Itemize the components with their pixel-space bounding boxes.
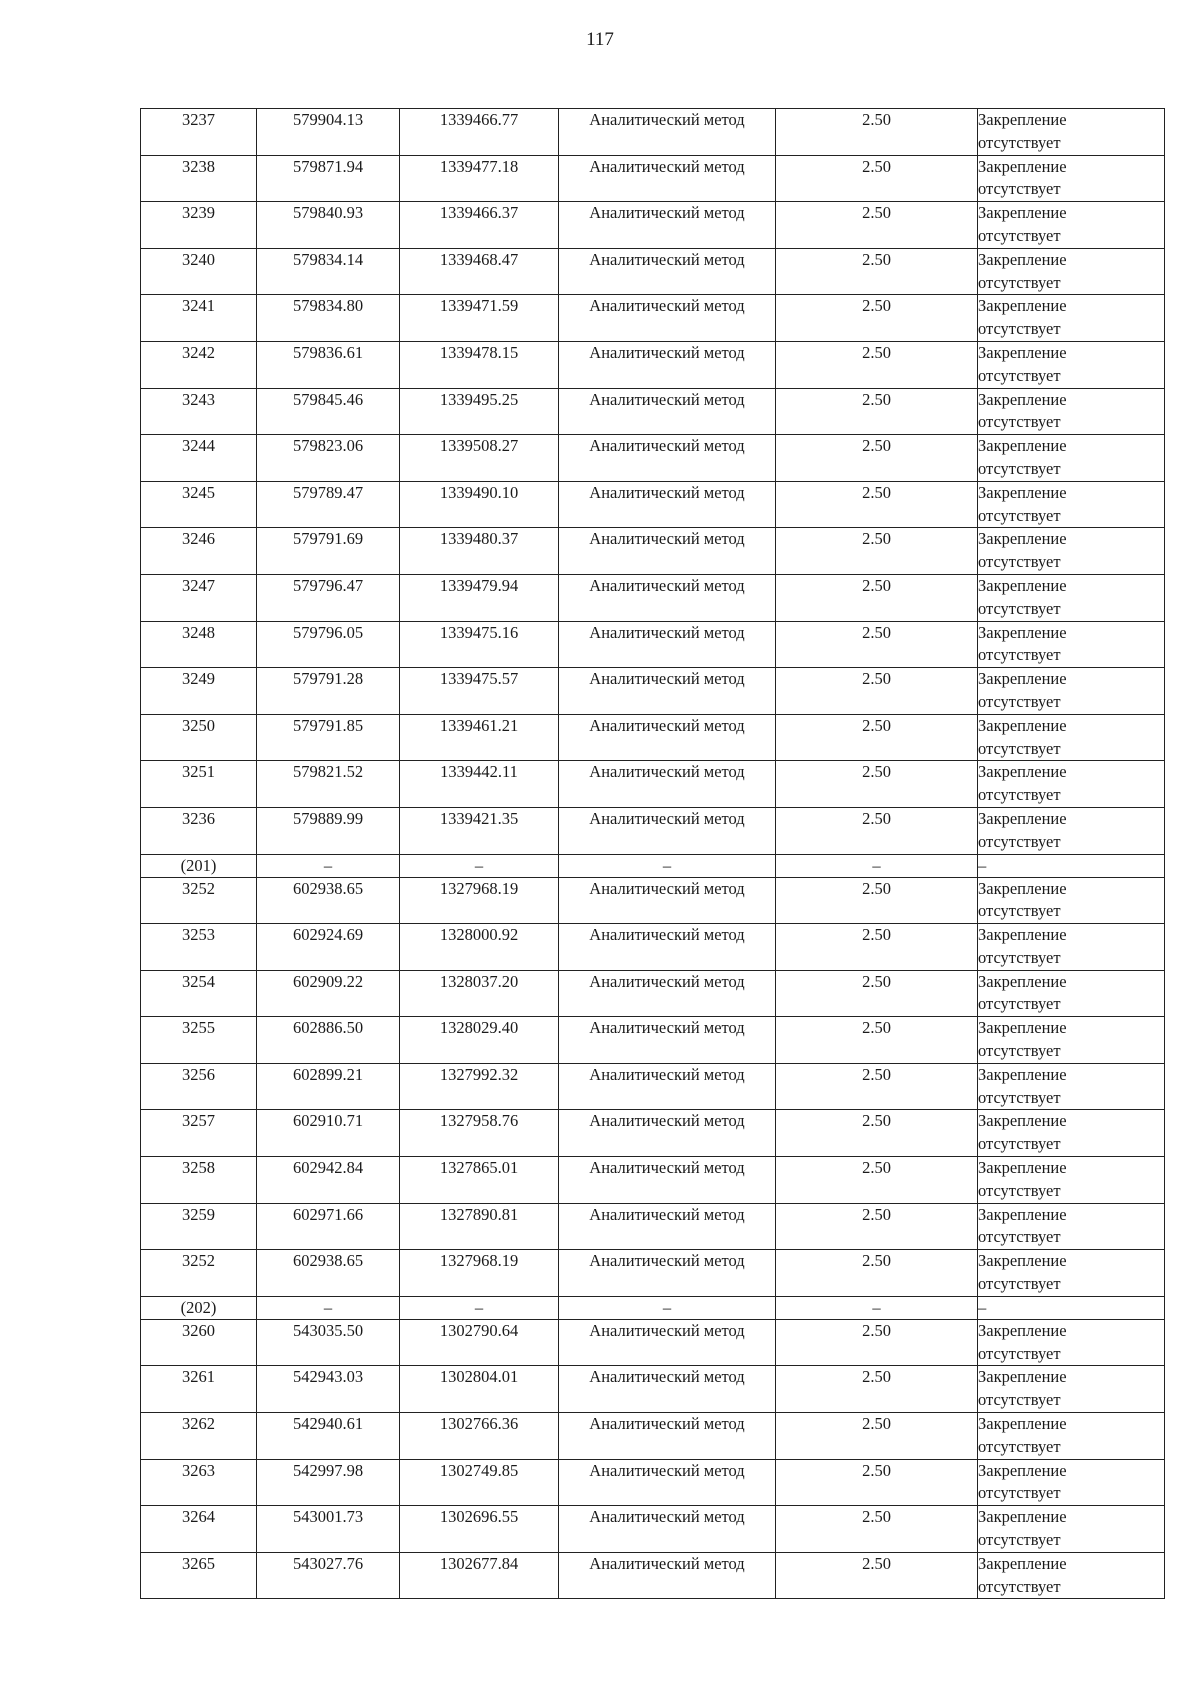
point-number-cell: 3245: [141, 481, 257, 528]
fixing-cell: [978, 435, 1165, 482]
accuracy-cell: 2.50: [776, 668, 978, 715]
fixing-line: отсутствует: [978, 1343, 1061, 1363]
point-number-cell: (202): [141, 1296, 257, 1319]
method-cell: Аналитический метод: [559, 807, 776, 854]
point-number-cell: 3251: [141, 761, 257, 808]
table-row: [141, 1552, 1165, 1599]
method-cell: Аналитический метод: [559, 970, 776, 1017]
coordinates-table: [140, 108, 1165, 1599]
fixing-cell: [978, 1296, 1165, 1319]
x-coordinate-cell: 579796.05: [257, 621, 400, 668]
fixing-cell: [978, 1157, 1165, 1204]
fixing-line: Закрепление: [978, 1251, 1067, 1271]
table-row: [141, 1506, 1165, 1553]
fixing-line: Закрепление: [978, 878, 1067, 898]
accuracy-cell: 2.50: [776, 155, 978, 202]
method-cell: Аналитический метод: [559, 574, 776, 621]
method-cell: Аналитический метод: [559, 435, 776, 482]
accuracy-cell: –: [776, 1296, 978, 1319]
fixing-line: отсутствует: [978, 225, 1061, 245]
y-coordinate-cell: 1339471.59: [400, 295, 559, 342]
fixing-line: Закрепление: [978, 669, 1067, 689]
y-coordinate-cell: 1339475.57: [400, 668, 559, 715]
table-row: [141, 761, 1165, 808]
method-cell: Аналитический метод: [559, 621, 776, 668]
method-cell: –: [559, 1296, 776, 1319]
fixing-cell: [978, 877, 1165, 924]
point-number-cell: 3241: [141, 295, 257, 342]
table-row: [141, 481, 1165, 528]
fixing-line: Закрепление: [978, 1367, 1067, 1387]
method-cell: Аналитический метод: [559, 1063, 776, 1110]
method-cell: Аналитический метод: [559, 877, 776, 924]
fixing-cell: [978, 155, 1165, 202]
x-coordinate-cell: 579791.69: [257, 528, 400, 575]
method-cell: Аналитический метод: [559, 202, 776, 249]
x-coordinate-cell: 543035.50: [257, 1319, 400, 1366]
y-coordinate-cell: 1327890.81: [400, 1203, 559, 1250]
x-coordinate-cell: 602909.22: [257, 970, 400, 1017]
method-cell: Аналитический метод: [559, 1110, 776, 1157]
fixing-line: отсутствует: [978, 319, 1061, 339]
method-cell: Аналитический метод: [559, 1157, 776, 1204]
y-coordinate-cell: 1339490.10: [400, 481, 559, 528]
fixing-line: отсутствует: [978, 1436, 1061, 1456]
fixing-line: отсутствует: [978, 1483, 1061, 1503]
table-row: [141, 1157, 1165, 1204]
y-coordinate-cell: 1302696.55: [400, 1506, 559, 1553]
x-coordinate-cell: 543027.76: [257, 1552, 400, 1599]
fixing-line: Закрепление: [978, 389, 1067, 409]
method-cell: Аналитический метод: [559, 1366, 776, 1413]
fixing-cell: [978, 1319, 1165, 1366]
table-row: [141, 924, 1165, 971]
accuracy-cell: –: [776, 854, 978, 877]
fixing-line: отсутствует: [978, 1530, 1061, 1550]
y-coordinate-cell: 1327968.19: [400, 1250, 559, 1297]
fixing-line: Закрепление: [978, 575, 1067, 595]
fixing-cell: [978, 854, 1165, 877]
x-coordinate-cell: 602899.21: [257, 1063, 400, 1110]
fixing-line: Закрепление: [978, 808, 1067, 828]
fixing-line: Закрепление: [978, 529, 1067, 549]
accuracy-cell: 2.50: [776, 1506, 978, 1553]
table-row: [141, 109, 1165, 156]
fixing-line: отсутствует: [978, 179, 1061, 199]
method-cell: Аналитический метод: [559, 528, 776, 575]
x-coordinate-cell: 579791.28: [257, 668, 400, 715]
table-row: [141, 807, 1165, 854]
table-row: [141, 295, 1165, 342]
x-coordinate-cell: 579834.80: [257, 295, 400, 342]
accuracy-cell: 2.50: [776, 1459, 978, 1506]
fixing-cell: [978, 1017, 1165, 1064]
x-coordinate-cell: 602886.50: [257, 1017, 400, 1064]
table-row: [141, 970, 1165, 1017]
fixing-line: Закрепление: [978, 203, 1067, 223]
fixing-line: отсутствует: [978, 738, 1061, 758]
method-cell: Аналитический метод: [559, 248, 776, 295]
fixing-line: Закрепление: [978, 622, 1067, 642]
fixing-line: отсутствует: [978, 1134, 1061, 1154]
point-number-cell: 3243: [141, 388, 257, 435]
point-number-cell: 3252: [141, 1250, 257, 1297]
method-cell: Аналитический метод: [559, 714, 776, 761]
coordinates-table-body: [141, 109, 1165, 1599]
y-coordinate-cell: 1302749.85: [400, 1459, 559, 1506]
method-cell: Аналитический метод: [559, 1250, 776, 1297]
accuracy-cell: 2.50: [776, 970, 978, 1017]
fixing-cell: [978, 528, 1165, 575]
fixing-cell: [978, 1552, 1165, 1599]
method-cell: Аналитический метод: [559, 1413, 776, 1460]
fixing-cell: [978, 714, 1165, 761]
point-number-cell: 3237: [141, 109, 257, 156]
y-coordinate-cell: 1339478.15: [400, 341, 559, 388]
point-number-cell: 3236: [141, 807, 257, 854]
fixing-line: отсутствует: [978, 1180, 1061, 1200]
fixing-cell: [978, 924, 1165, 971]
fixing-line: Закрепление: [978, 1204, 1067, 1224]
y-coordinate-cell: 1327865.01: [400, 1157, 559, 1204]
y-coordinate-cell: 1339461.21: [400, 714, 559, 761]
fixing-line: Закрепление: [978, 342, 1067, 362]
fixing-cell: [978, 1506, 1165, 1553]
fixing-line: Закрепление: [978, 249, 1067, 269]
x-coordinate-cell: 579823.06: [257, 435, 400, 482]
x-coordinate-cell: 542943.03: [257, 1366, 400, 1413]
y-coordinate-cell: 1302790.64: [400, 1319, 559, 1366]
method-cell: Аналитический метод: [559, 1203, 776, 1250]
fixing-cell: [978, 1413, 1165, 1460]
fixing-line: отсутствует: [978, 1390, 1061, 1410]
table-row: [141, 1366, 1165, 1413]
method-cell: Аналитический метод: [559, 481, 776, 528]
accuracy-cell: 2.50: [776, 1413, 978, 1460]
fixing-line: отсутствует: [978, 947, 1061, 967]
fixing-cell: [978, 807, 1165, 854]
x-coordinate-cell: 579836.61: [257, 341, 400, 388]
fixing-line: Закрепление: [978, 1111, 1067, 1131]
page-number: 117: [586, 29, 614, 50]
point-number-cell: 3253: [141, 924, 257, 971]
x-coordinate-cell: 579789.47: [257, 481, 400, 528]
accuracy-cell: 2.50: [776, 924, 978, 971]
fixing-cell: [978, 668, 1165, 715]
contour-separator-row: [141, 854, 1165, 877]
y-coordinate-cell: 1328037.20: [400, 970, 559, 1017]
fixing-line: отсутствует: [978, 552, 1061, 572]
table-row: [141, 621, 1165, 668]
fixing-line: Закрепление: [978, 762, 1067, 782]
table-row: [141, 1413, 1165, 1460]
method-cell: Аналитический метод: [559, 341, 776, 388]
point-number-cell: 3261: [141, 1366, 257, 1413]
fixing-cell: [978, 248, 1165, 295]
table-row: [141, 388, 1165, 435]
accuracy-cell: 2.50: [776, 1250, 978, 1297]
method-cell: Аналитический метод: [559, 155, 776, 202]
x-coordinate-cell: 579821.52: [257, 761, 400, 808]
fixing-cell: [978, 1063, 1165, 1110]
fixing-line: –: [978, 855, 987, 875]
method-cell: Аналитический метод: [559, 924, 776, 971]
fixing-line: Закрепление: [978, 1018, 1067, 1038]
x-coordinate-cell: 602938.65: [257, 877, 400, 924]
accuracy-cell: 2.50: [776, 1157, 978, 1204]
fixing-line: отсутствует: [978, 412, 1061, 432]
method-cell: Аналитический метод: [559, 1017, 776, 1064]
y-coordinate-cell: 1328029.40: [400, 1017, 559, 1064]
accuracy-cell: 2.50: [776, 761, 978, 808]
accuracy-cell: 2.50: [776, 388, 978, 435]
fixing-cell: [978, 574, 1165, 621]
fixing-line: Закрепление: [978, 1320, 1067, 1340]
y-coordinate-cell: 1339466.77: [400, 109, 559, 156]
point-number-cell: 3264: [141, 1506, 257, 1553]
method-cell: Аналитический метод: [559, 388, 776, 435]
fixing-line: отсутствует: [978, 831, 1061, 851]
fixing-line: Закрепление: [978, 1064, 1067, 1084]
accuracy-cell: 2.50: [776, 1017, 978, 1064]
fixing-cell: [978, 481, 1165, 528]
y-coordinate-cell: 1339480.37: [400, 528, 559, 575]
fixing-cell: [978, 1110, 1165, 1157]
fixing-line: отсутствует: [978, 1576, 1061, 1596]
y-coordinate-cell: 1339508.27: [400, 435, 559, 482]
table-row: [141, 202, 1165, 249]
fixing-line: отсутствует: [978, 598, 1061, 618]
x-coordinate-cell: 602910.71: [257, 1110, 400, 1157]
fixing-line: отсутствует: [978, 1227, 1061, 1247]
fixing-line: отсутствует: [978, 458, 1061, 478]
table-row: [141, 155, 1165, 202]
point-number-cell: 3238: [141, 155, 257, 202]
table-row: [141, 1017, 1165, 1064]
accuracy-cell: 2.50: [776, 1203, 978, 1250]
fixing-line: отсутствует: [978, 901, 1061, 921]
accuracy-cell: 2.50: [776, 714, 978, 761]
point-number-cell: 3255: [141, 1017, 257, 1064]
x-coordinate-cell: 579834.14: [257, 248, 400, 295]
fixing-line: отсутствует: [978, 1041, 1061, 1061]
table-row: [141, 1110, 1165, 1157]
x-coordinate-cell: 542940.61: [257, 1413, 400, 1460]
point-number-cell: 3246: [141, 528, 257, 575]
fixing-cell: [978, 109, 1165, 156]
table-row: [141, 1250, 1165, 1297]
x-coordinate-cell: 579871.94: [257, 155, 400, 202]
point-number-cell: 3260: [141, 1319, 257, 1366]
accuracy-cell: 2.50: [776, 807, 978, 854]
point-number-cell: 3247: [141, 574, 257, 621]
x-coordinate-cell: 542997.98: [257, 1459, 400, 1506]
fixing-line: –: [978, 1297, 987, 1317]
fixing-cell: [978, 202, 1165, 249]
fixing-line: Закрепление: [978, 1507, 1067, 1527]
point-number-cell: 3263: [141, 1459, 257, 1506]
fixing-cell: [978, 621, 1165, 668]
fixing-cell: [978, 341, 1165, 388]
accuracy-cell: 2.50: [776, 248, 978, 295]
x-coordinate-cell: –: [257, 854, 400, 877]
y-coordinate-cell: 1339479.94: [400, 574, 559, 621]
x-coordinate-cell: 602971.66: [257, 1203, 400, 1250]
accuracy-cell: 2.50: [776, 1319, 978, 1366]
fixing-cell: [978, 1203, 1165, 1250]
x-coordinate-cell: 543001.73: [257, 1506, 400, 1553]
x-coordinate-cell: 579904.13: [257, 109, 400, 156]
fixing-line: Закрепление: [978, 482, 1067, 502]
method-cell: Аналитический метод: [559, 1552, 776, 1599]
fixing-line: отсутствует: [978, 785, 1061, 805]
point-number-cell: 3242: [141, 341, 257, 388]
accuracy-cell: 2.50: [776, 1552, 978, 1599]
accuracy-cell: 2.50: [776, 435, 978, 482]
y-coordinate-cell: 1339442.11: [400, 761, 559, 808]
fixing-cell: [978, 761, 1165, 808]
method-cell: Аналитический метод: [559, 668, 776, 715]
point-number-cell: 3250: [141, 714, 257, 761]
table-row: [141, 341, 1165, 388]
y-coordinate-cell: 1327958.76: [400, 1110, 559, 1157]
fixing-line: отсутствует: [978, 505, 1061, 525]
point-number-cell: 3252: [141, 877, 257, 924]
table-row: [141, 1063, 1165, 1110]
table-row: [141, 714, 1165, 761]
y-coordinate-cell: 1339468.47: [400, 248, 559, 295]
accuracy-cell: 2.50: [776, 202, 978, 249]
method-cell: Аналитический метод: [559, 295, 776, 342]
y-coordinate-cell: –: [400, 854, 559, 877]
accuracy-cell: 2.50: [776, 1110, 978, 1157]
method-cell: –: [559, 854, 776, 877]
point-number-cell: 3240: [141, 248, 257, 295]
point-number-cell: 3239: [141, 202, 257, 249]
fixing-line: Закрепление: [978, 1460, 1067, 1480]
accuracy-cell: 2.50: [776, 1366, 978, 1413]
accuracy-cell: 2.50: [776, 528, 978, 575]
fixing-line: Закрепление: [978, 436, 1067, 456]
table-row: [141, 574, 1165, 621]
point-number-cell: 3258: [141, 1157, 257, 1204]
y-coordinate-cell: 1339475.16: [400, 621, 559, 668]
fixing-line: Закрепление: [978, 1553, 1067, 1573]
fixing-line: отсутствует: [978, 132, 1061, 152]
point-number-cell: 3256: [141, 1063, 257, 1110]
y-coordinate-cell: 1302766.36: [400, 1413, 559, 1460]
fixing-line: отсутствует: [978, 645, 1061, 665]
table-row: [141, 877, 1165, 924]
fixing-line: отсутствует: [978, 1087, 1061, 1107]
point-number-cell: 3259: [141, 1203, 257, 1250]
y-coordinate-cell: 1339421.35: [400, 807, 559, 854]
method-cell: Аналитический метод: [559, 1319, 776, 1366]
fixing-line: отсутствует: [978, 365, 1061, 385]
accuracy-cell: 2.50: [776, 481, 978, 528]
point-number-cell: 3254: [141, 970, 257, 1017]
fixing-line: Закрепление: [978, 1414, 1067, 1434]
fixing-line: отсутствует: [978, 691, 1061, 711]
fixing-cell: [978, 388, 1165, 435]
point-number-cell: 3257: [141, 1110, 257, 1157]
y-coordinate-cell: 1327992.32: [400, 1063, 559, 1110]
x-coordinate-cell: 602938.65: [257, 1250, 400, 1297]
y-coordinate-cell: 1327968.19: [400, 877, 559, 924]
fixing-line: Закрепление: [978, 156, 1067, 176]
method-cell: Аналитический метод: [559, 1506, 776, 1553]
table-row: [141, 1459, 1165, 1506]
accuracy-cell: 2.50: [776, 295, 978, 342]
x-coordinate-cell: 602924.69: [257, 924, 400, 971]
accuracy-cell: 2.50: [776, 621, 978, 668]
point-number-cell: 3262: [141, 1413, 257, 1460]
fixing-cell: [978, 295, 1165, 342]
fixing-cell: [978, 1459, 1165, 1506]
x-coordinate-cell: 579845.46: [257, 388, 400, 435]
method-cell: Аналитический метод: [559, 1459, 776, 1506]
method-cell: Аналитический метод: [559, 109, 776, 156]
table-row: [141, 668, 1165, 715]
point-number-cell: (201): [141, 854, 257, 877]
y-coordinate-cell: 1339466.37: [400, 202, 559, 249]
x-coordinate-cell: 579889.99: [257, 807, 400, 854]
x-coordinate-cell: 602942.84: [257, 1157, 400, 1204]
accuracy-cell: 2.50: [776, 877, 978, 924]
y-coordinate-cell: –: [400, 1296, 559, 1319]
point-number-cell: 3244: [141, 435, 257, 482]
fixing-line: отсутствует: [978, 994, 1061, 1014]
point-number-cell: 3249: [141, 668, 257, 715]
y-coordinate-cell: 1302804.01: [400, 1366, 559, 1413]
fixing-line: Закрепление: [978, 715, 1067, 735]
x-coordinate-cell: 579840.93: [257, 202, 400, 249]
accuracy-cell: 2.50: [776, 341, 978, 388]
table-row: [141, 1203, 1165, 1250]
fixing-line: отсутствует: [978, 1274, 1061, 1294]
table-row: [141, 435, 1165, 482]
contour-separator-row: [141, 1296, 1165, 1319]
x-coordinate-cell: 579796.47: [257, 574, 400, 621]
fixing-line: Закрепление: [978, 925, 1067, 945]
x-coordinate-cell: –: [257, 1296, 400, 1319]
x-coordinate-cell: 579791.85: [257, 714, 400, 761]
fixing-line: Закрепление: [978, 296, 1067, 316]
table-row: [141, 248, 1165, 295]
fixing-line: Закрепление: [978, 110, 1067, 129]
method-cell: Аналитический метод: [559, 761, 776, 808]
fixing-cell: [978, 970, 1165, 1017]
point-number-cell: 3248: [141, 621, 257, 668]
fixing-line: Закрепление: [978, 1158, 1067, 1178]
fixing-line: отсутствует: [978, 272, 1061, 292]
table-row: [141, 1319, 1165, 1366]
accuracy-cell: 2.50: [776, 574, 978, 621]
accuracy-cell: 2.50: [776, 1063, 978, 1110]
y-coordinate-cell: 1339495.25: [400, 388, 559, 435]
fixing-line: Закрепление: [978, 971, 1067, 991]
accuracy-cell: 2.50: [776, 109, 978, 156]
point-number-cell: 3265: [141, 1552, 257, 1599]
fixing-cell: [978, 1250, 1165, 1297]
y-coordinate-cell: 1339477.18: [400, 155, 559, 202]
table-row: [141, 528, 1165, 575]
y-coordinate-cell: 1302677.84: [400, 1552, 559, 1599]
y-coordinate-cell: 1328000.92: [400, 924, 559, 971]
fixing-cell: [978, 1366, 1165, 1413]
